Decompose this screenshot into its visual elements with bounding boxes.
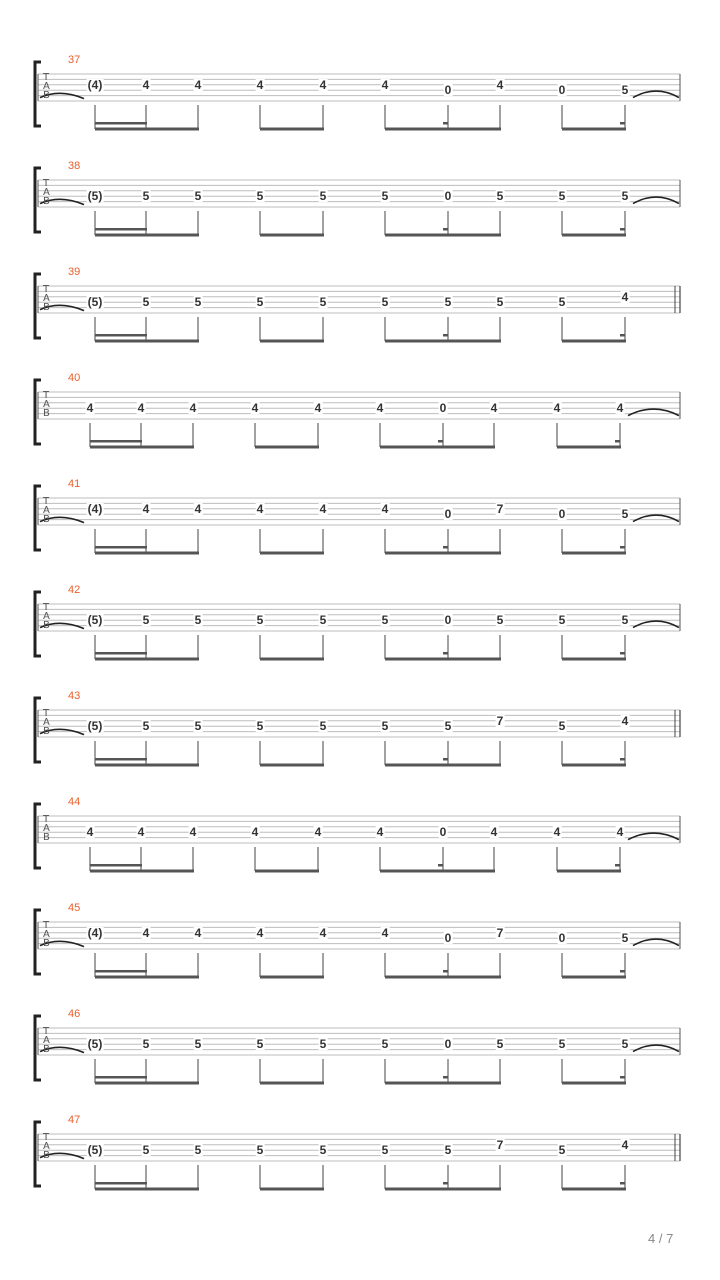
- fret-number: (5): [87, 613, 103, 628]
- measure-number: 38: [68, 160, 81, 172]
- measure-number: 40: [68, 372, 81, 384]
- tie-out-arc: [633, 197, 679, 204]
- fret-number: 4: [616, 825, 624, 840]
- beam: [95, 658, 199, 661]
- fret-number: 5: [256, 295, 264, 310]
- staff: [0, 1114, 720, 1220]
- staff: [0, 584, 720, 690]
- measure-number: 45: [68, 902, 81, 914]
- fret-number: 5: [256, 189, 264, 204]
- staff: [0, 690, 720, 796]
- beam: [95, 1082, 199, 1085]
- fret-number: 4: [256, 501, 264, 516]
- tab-clef-letter: B: [43, 620, 50, 631]
- fret-number: (5): [87, 295, 103, 310]
- beamlet: [443, 1076, 448, 1079]
- measure-number: 44: [68, 796, 81, 808]
- beam: [385, 552, 501, 555]
- fret-number: 0: [558, 83, 566, 98]
- fret-number: 4: [319, 501, 327, 516]
- tab-clef-letter: A: [43, 1035, 50, 1046]
- fret-number: 5: [194, 189, 202, 204]
- fret-number: 5: [319, 1037, 327, 1052]
- fret-number: 4: [194, 77, 202, 92]
- beam: [260, 128, 324, 131]
- tab-clef-letter: B: [43, 514, 50, 525]
- beamlet: [620, 758, 625, 761]
- fret-number: 4: [256, 77, 264, 92]
- fret-number: 0: [444, 507, 452, 522]
- tab-system: [0, 372, 720, 478]
- fret-number: 5: [256, 613, 264, 628]
- beam: [385, 976, 501, 979]
- fret-number: (5): [87, 189, 103, 204]
- tab-clef-letter: T: [43, 72, 50, 83]
- beam: [260, 340, 324, 343]
- tab-system: [0, 266, 720, 372]
- beam: [95, 1188, 199, 1191]
- measure-number: 46: [68, 1008, 81, 1020]
- tab-system: [0, 690, 720, 796]
- staff: [0, 160, 720, 266]
- secondary-beam: [90, 440, 142, 443]
- tie-out-arc: [633, 1045, 679, 1052]
- beamlet: [443, 652, 448, 655]
- fret-number: 5: [256, 1037, 264, 1052]
- fret-number: 4: [490, 401, 498, 416]
- tab-system: [0, 1008, 720, 1114]
- tab-clef-letter: A: [43, 81, 50, 92]
- beam: [95, 552, 199, 555]
- beam: [95, 234, 199, 237]
- fret-number: (4): [87, 925, 103, 940]
- beamlet: [438, 440, 443, 443]
- secondary-beam: [95, 334, 147, 337]
- secondary-beam: [95, 122, 147, 125]
- beamlet: [615, 440, 620, 443]
- beamlet: [620, 1182, 625, 1185]
- fret-number: 4: [142, 925, 150, 940]
- fret-number: 5: [194, 1143, 202, 1158]
- tab-clef-letter: B: [43, 90, 50, 101]
- beam: [260, 234, 324, 237]
- fret-number: 5: [142, 719, 150, 734]
- tab-clef-letter: A: [43, 399, 50, 410]
- beamlet: [620, 652, 625, 655]
- beam: [562, 552, 626, 555]
- beam: [380, 446, 495, 449]
- fret-number: 0: [444, 931, 452, 946]
- tab-system: [0, 584, 720, 690]
- fret-number: 0: [444, 613, 452, 628]
- tie-out-arc: [628, 409, 679, 416]
- beam: [562, 1188, 626, 1191]
- tie-out-arc: [633, 91, 679, 98]
- fret-number: 4: [142, 501, 150, 516]
- staff: [0, 372, 720, 478]
- fret-number: 4: [86, 401, 94, 416]
- fret-number: 5: [444, 1143, 452, 1158]
- beam: [385, 340, 501, 343]
- tab-system: [0, 160, 720, 266]
- fret-number: (5): [87, 1037, 103, 1052]
- fret-number: 4: [137, 401, 145, 416]
- fret-number: 4: [314, 825, 322, 840]
- beamlet: [443, 122, 448, 125]
- beamlet: [620, 546, 625, 549]
- tab-clef-letter: A: [43, 929, 50, 940]
- fret-number: 4: [381, 77, 389, 92]
- tab-system: [0, 478, 720, 584]
- fret-number: 0: [558, 507, 566, 522]
- tab-clef-letter: T: [43, 178, 50, 189]
- fret-number: 5: [194, 1037, 202, 1052]
- tab-clef-letter: T: [43, 1026, 50, 1037]
- secondary-beam: [95, 1076, 147, 1079]
- staff: [0, 902, 720, 1008]
- fret-number: 4: [621, 289, 629, 304]
- staff: [0, 1008, 720, 1114]
- fret-number: 4: [376, 825, 384, 840]
- fret-number: 5: [142, 1037, 150, 1052]
- measure-number: 39: [68, 266, 81, 278]
- tab-clef-letter: T: [43, 602, 50, 613]
- beamlet: [620, 122, 625, 125]
- fret-number: 4: [381, 501, 389, 516]
- tie-out-arc: [633, 515, 679, 522]
- fret-number: 4: [319, 925, 327, 940]
- fret-number: 5: [558, 1037, 566, 1052]
- fret-number: 5: [381, 295, 389, 310]
- beamlet: [438, 864, 443, 867]
- secondary-beam: [95, 228, 147, 231]
- tab-clef-letter: A: [43, 717, 50, 728]
- beam: [90, 870, 194, 873]
- fret-number: 5: [621, 507, 629, 522]
- beam: [385, 764, 501, 767]
- tab-clef-letter: B: [43, 726, 50, 737]
- fret-number: 4: [490, 825, 498, 840]
- measure-number: 47: [68, 1114, 81, 1126]
- beam: [380, 870, 495, 873]
- tab-system: [0, 1114, 720, 1220]
- tie-out-arc: [628, 833, 679, 840]
- beamlet: [620, 970, 625, 973]
- tab-clef-letter: T: [43, 814, 50, 825]
- fret-number: 4: [142, 77, 150, 92]
- tab-system: [0, 902, 720, 1008]
- fret-number: 5: [194, 719, 202, 734]
- beamlet: [615, 864, 620, 867]
- fret-number: 5: [444, 295, 452, 310]
- beam: [260, 764, 324, 767]
- fret-number: 4: [314, 401, 322, 416]
- beam: [255, 870, 319, 873]
- fret-number: 4: [251, 825, 259, 840]
- fret-number: 5: [444, 719, 452, 734]
- fret-number: 5: [142, 189, 150, 204]
- fret-number: 5: [256, 1143, 264, 1158]
- fret-number: 4: [553, 401, 561, 416]
- fret-number: 5: [558, 1143, 566, 1158]
- fret-number: 4: [616, 401, 624, 416]
- staff: [0, 54, 720, 160]
- fret-number: 5: [142, 613, 150, 628]
- beam: [562, 128, 626, 131]
- fret-number: 5: [381, 1037, 389, 1052]
- beam: [260, 552, 324, 555]
- tab-clef-letter: T: [43, 920, 50, 931]
- secondary-beam: [95, 970, 147, 973]
- fret-number: 5: [558, 719, 566, 734]
- staff: [0, 478, 720, 584]
- fret-number: 5: [194, 613, 202, 628]
- fret-number: 5: [621, 1037, 629, 1052]
- fret-number: (4): [87, 77, 103, 92]
- tab-clef-letter: B: [43, 1044, 50, 1055]
- fret-number: 5: [319, 613, 327, 628]
- beam: [557, 446, 621, 449]
- fret-number: 5: [381, 613, 389, 628]
- fret-number: 4: [251, 401, 259, 416]
- beam: [385, 1188, 501, 1191]
- beam: [260, 1188, 324, 1191]
- beam: [557, 870, 621, 873]
- fret-number: 0: [444, 83, 452, 98]
- fret-number: 5: [558, 295, 566, 310]
- fret-number: 5: [319, 719, 327, 734]
- secondary-beam: [95, 652, 147, 655]
- fret-number: (5): [87, 719, 103, 734]
- measure-number: 42: [68, 584, 81, 596]
- beam: [385, 234, 501, 237]
- fret-number: 4: [496, 77, 504, 92]
- fret-number: 5: [381, 189, 389, 204]
- page-number: 4 / 7: [648, 1231, 674, 1246]
- fret-number: 5: [319, 189, 327, 204]
- fret-number: 5: [558, 613, 566, 628]
- tie-out-arc: [633, 939, 679, 946]
- measure-number: 41: [68, 478, 81, 490]
- fret-number: 4: [381, 925, 389, 940]
- beam: [562, 764, 626, 767]
- fret-number: 5: [319, 1143, 327, 1158]
- fret-number: 0: [558, 931, 566, 946]
- fret-number: 4: [194, 925, 202, 940]
- beamlet: [443, 1182, 448, 1185]
- fret-number: 0: [439, 401, 447, 416]
- beamlet: [443, 758, 448, 761]
- beam: [260, 1082, 324, 1085]
- tab-clef-letter: A: [43, 187, 50, 198]
- tab-clef-letter: T: [43, 284, 50, 295]
- fret-number: 4: [621, 713, 629, 728]
- fret-number: 5: [319, 295, 327, 310]
- tab-system: [0, 54, 720, 160]
- fret-number: 5: [496, 1037, 504, 1052]
- tab-clef-letter: B: [43, 832, 50, 843]
- tab-clef-letter: B: [43, 408, 50, 419]
- fret-number: 4: [256, 925, 264, 940]
- staff: [0, 266, 720, 372]
- fret-number: 4: [621, 1137, 629, 1152]
- fret-number: 5: [381, 719, 389, 734]
- secondary-beam: [95, 758, 147, 761]
- fret-number: 7: [496, 501, 504, 516]
- fret-number: 5: [496, 613, 504, 628]
- tab-clef-letter: T: [43, 390, 50, 401]
- fret-number: 4: [376, 401, 384, 416]
- fret-number: 5: [621, 613, 629, 628]
- fret-number: 4: [86, 825, 94, 840]
- beam: [95, 976, 199, 979]
- beam: [260, 658, 324, 661]
- tab-clef-letter: B: [43, 302, 50, 313]
- staff: [0, 796, 720, 902]
- secondary-beam: [90, 864, 142, 867]
- beam: [385, 1082, 501, 1085]
- fret-number: 0: [444, 1037, 452, 1052]
- tab-clef-letter: T: [43, 496, 50, 507]
- beamlet: [443, 228, 448, 231]
- fret-number: 5: [621, 83, 629, 98]
- beamlet: [443, 546, 448, 549]
- secondary-beam: [95, 546, 147, 549]
- fret-number: 5: [621, 931, 629, 946]
- fret-number: 4: [137, 825, 145, 840]
- fret-number: 0: [444, 189, 452, 204]
- tab-clef-letter: T: [43, 1132, 50, 1143]
- beam: [95, 340, 199, 343]
- beam: [95, 128, 199, 131]
- fret-number: 7: [496, 925, 504, 940]
- fret-number: 4: [189, 825, 197, 840]
- tab-system: [0, 796, 720, 902]
- fret-number: 4: [553, 825, 561, 840]
- fret-number: 5: [496, 295, 504, 310]
- beam: [562, 340, 626, 343]
- fret-number: 4: [194, 501, 202, 516]
- beamlet: [443, 970, 448, 973]
- tab-clef-letter: A: [43, 293, 50, 304]
- tab-clef-letter: T: [43, 708, 50, 719]
- fret-number: (5): [87, 1143, 103, 1158]
- beam: [385, 128, 501, 131]
- beam: [562, 976, 626, 979]
- tab-clef-letter: B: [43, 938, 50, 949]
- beamlet: [443, 334, 448, 337]
- fret-number: 4: [189, 401, 197, 416]
- beam: [562, 1082, 626, 1085]
- fret-number: 5: [496, 189, 504, 204]
- tab-clef-letter: A: [43, 505, 50, 516]
- fret-number: 5: [194, 295, 202, 310]
- beamlet: [620, 228, 625, 231]
- beam: [562, 234, 626, 237]
- tab-clef-letter: A: [43, 823, 50, 834]
- fret-number: 5: [621, 189, 629, 204]
- beam: [90, 446, 194, 449]
- measure-number: 43: [68, 690, 81, 702]
- tab-clef-letter: B: [43, 1150, 50, 1161]
- fret-number: (4): [87, 501, 103, 516]
- beamlet: [620, 1076, 625, 1079]
- measure-number: 37: [68, 54, 81, 66]
- fret-number: 5: [558, 189, 566, 204]
- fret-number: 0: [439, 825, 447, 840]
- beamlet: [620, 334, 625, 337]
- beam: [260, 976, 324, 979]
- beam: [95, 764, 199, 767]
- tab-clef-letter: A: [43, 1141, 50, 1152]
- fret-number: 5: [381, 1143, 389, 1158]
- tab-clef-letter: A: [43, 611, 50, 622]
- beam: [385, 658, 501, 661]
- fret-number: 7: [496, 713, 504, 728]
- fret-number: 4: [319, 77, 327, 92]
- beam: [562, 658, 626, 661]
- secondary-beam: [95, 1182, 147, 1185]
- tie-out-arc: [633, 621, 679, 628]
- fret-number: 5: [256, 719, 264, 734]
- fret-number: 5: [142, 295, 150, 310]
- tab-clef-letter: B: [43, 196, 50, 207]
- beam: [255, 446, 319, 449]
- fret-number: 5: [142, 1143, 150, 1158]
- fret-number: 7: [496, 1137, 504, 1152]
